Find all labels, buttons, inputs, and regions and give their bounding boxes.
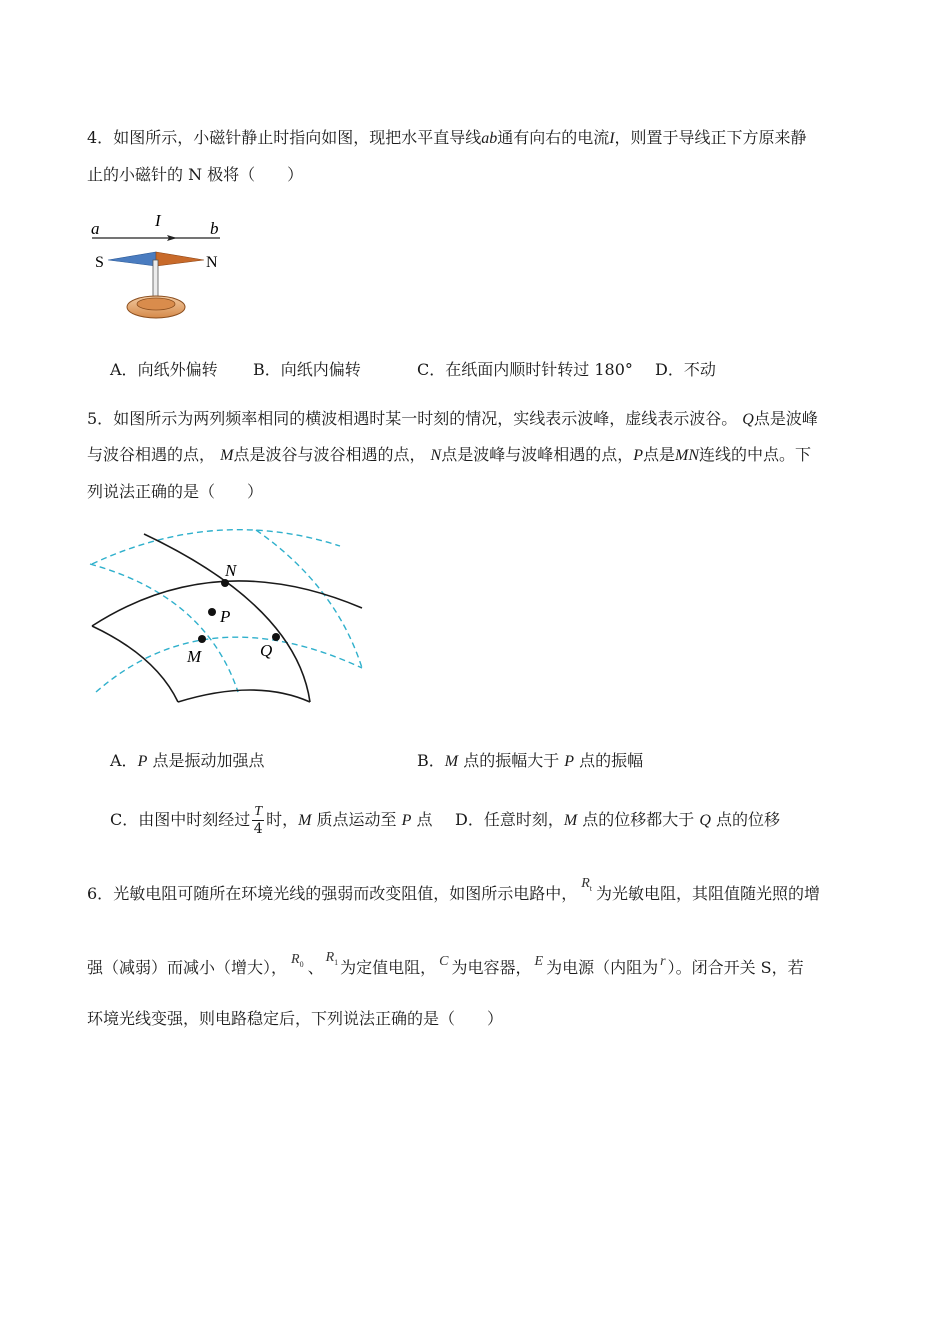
q4-option-d[interactable]: D．不动 [655, 360, 716, 379]
q5-wave-figure [86, 526, 370, 708]
q5-line-2: 与波谷相遇的点， M点是波谷与波谷相遇的点， N点是波峰与波峰相遇的点，P点是MN连线的中点。下 [87, 445, 812, 464]
q5-option-d[interactable]: D．任意时刻，M 点的位移都大于 Q 点的位移 [455, 810, 781, 829]
q5-fraction-T-over-4: $\frac{T}{4}$ [253, 804, 263, 837]
q4-label-b: b [210, 219, 219, 238]
q5-trough-radial-1 [90, 564, 238, 692]
q4-line-1: 4．如图所示，小磁针静止时指向如图，现把水平直导线ab通有向右的电流I，则置于导线正下方原来静 [87, 128, 807, 147]
q5-option-c[interactable]: C．由图中时刻经过 $\frac{T}{4}$ 时，M 质点运动至 P 点 [110, 804, 433, 837]
q5-trough-arc-1 [92, 530, 340, 564]
q4-compass-figure [86, 208, 236, 326]
q5-line-1: 5．如图所示为两列频率相同的横波相遇时某一时刻的情况，实线表示波峰，虚线表示波谷。 Q点是波峰 [87, 409, 818, 428]
q6-symbol-r: r [660, 954, 666, 969]
q5-line-3: 列说法正确的是（ ） [87, 482, 264, 501]
q5-point-N [221, 579, 229, 587]
q4-base-top [137, 298, 175, 310]
q4-option-c[interactable]: C．在纸面内顺时针转过 180° [417, 360, 633, 379]
q4-label-a: a [91, 219, 100, 238]
q4-option-a[interactable]: A．向纸外偏转 [110, 360, 218, 379]
q4-number: 4． [87, 128, 114, 147]
q4-label-N: N [206, 254, 218, 271]
q4-needle-south [108, 252, 156, 266]
q6-symbol-E: E [534, 954, 544, 969]
q5-number: 5． [87, 409, 114, 428]
q6-symbol-C: C [439, 954, 449, 969]
q6-symbol-Rt: $R_t$ [581, 876, 592, 893]
q5-label-M: M [187, 647, 202, 666]
q6-line-3: 环境光线变强，则电路稳定后，下列说法正确的是（ ） [87, 1009, 504, 1028]
q4-option-b[interactable]: B．向纸内偏转 [253, 360, 361, 379]
q5-label-N: N [225, 561, 237, 580]
q5-point-P [208, 608, 216, 616]
q6-symbol-R0: $R_0$ [291, 952, 304, 969]
q5-label-P: P [220, 607, 231, 626]
q5-option-b[interactable]: B．M 点的振幅大于 P 点的振幅 [417, 751, 644, 770]
q6-line-2: 强（减弱）而减小（增大）， $R_0$ 、$R_1$ 为定值电阻， C 为电容器， E 为电源（内阻为 r ）。闭合开关 S，若 [87, 950, 804, 977]
q5-crest-arc-2 [178, 690, 310, 702]
q5-crest-radial-1 [92, 626, 178, 702]
q4-line-2: 止的小磁针的 N 极将（ ） [87, 165, 304, 184]
q4-label-I: I [155, 211, 161, 230]
q5-option-a[interactable]: A．P 点是振动加强点 [110, 751, 265, 770]
q6-number: 6． [87, 884, 114, 903]
q6-line-1: 6．光敏电阻可随所在环境光线的强弱而改变阻值，如图所示电路中，$R_t$ 为光敏电阻，其阻值随光照的增 [87, 876, 821, 903]
q5-point-Q [272, 633, 280, 641]
q5-label-Q: Q [260, 641, 273, 660]
q5-trough-arc-2 [96, 637, 362, 692]
q4-label-S: S [95, 254, 104, 271]
q6-symbol-R1: $R_1$ [325, 950, 339, 967]
q4-needle-north [156, 252, 204, 266]
q5-point-M [198, 635, 206, 643]
